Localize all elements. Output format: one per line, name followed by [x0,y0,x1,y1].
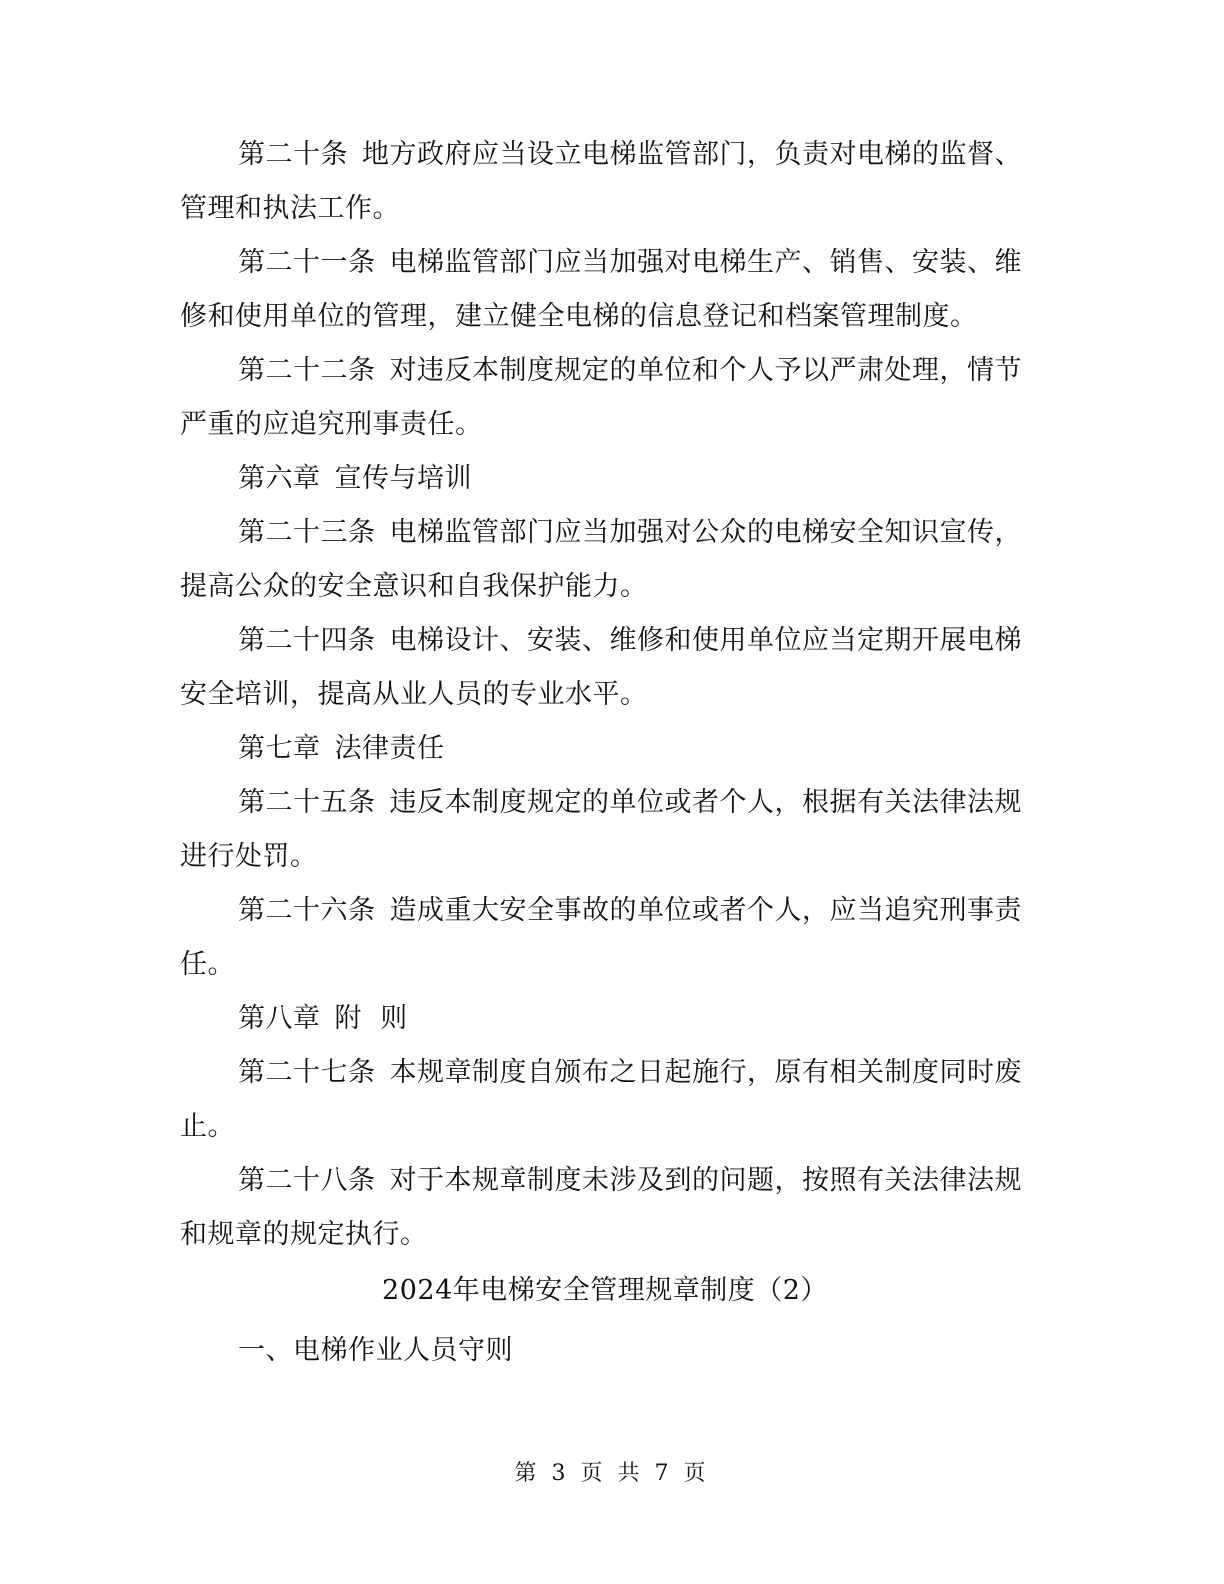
chapter-8-heading [180,992,1030,1046]
article-number: 第二十六条 [238,895,376,926]
article-26 [180,884,1030,992]
article-number: 第二十二条 [238,355,376,386]
article-number: 第二十四条 [238,625,376,656]
article-text: 本规章制度自颁布之日起施行，原有相关制度同时废止。 [180,1057,1022,1142]
article-text: 地方政府应当设立电梯监管部门，负责对电梯的监督、管理和执法工作。 [180,139,1022,224]
article-number: 第二十一条 [238,247,376,278]
article-number: 第二十八条 [238,1165,376,1196]
article-number: 第二十七条 [238,1057,376,1088]
section-heading: 一、电梯作业人员守则 [238,1335,513,1366]
chapter-6-heading [180,452,1030,506]
chapter-title: 附 则 [334,1003,408,1034]
article-text: 对于本规章制度未涉及到的问题，按照有关法律法规和规章的规定执行。 [180,1165,1022,1250]
article-number: 第二十三条 [238,517,376,548]
article-27 [180,1046,1030,1154]
document-page [180,128,1030,1378]
document-title: 2024年电梯安全管理规章制度（2） [382,1275,828,1306]
article-text: 电梯监管部门应当加强对公众的电梯安全知识宣传，提高公众的安全意识和自我保护能力。 [180,517,1022,602]
article-25 [180,776,1030,884]
article-text: 电梯监管部门应当加强对电梯生产、销售、安装、维修和使用单位的管理，建立健全电梯的信息登记和档案管理制度。 [180,247,1022,332]
chapter-7-heading [180,722,1030,776]
chapter-number: 第七章 [238,733,321,764]
article-20 [180,128,1030,236]
article-23 [180,506,1030,614]
chapter-title: 宣传与培训 [334,463,472,494]
page-footer: 第 3 页 共 7 页 [514,1461,710,1486]
article-text: 对违反本制度规定的单位和个人予以严肃处理，情节严重的应追究刑事责任。 [180,355,1022,440]
article-text: 造成重大安全事故的单位或者个人，应当追究刑事责任。 [180,895,1022,980]
article-24 [180,614,1030,722]
article-28 [180,1154,1030,1262]
article-number: 第二十五条 [238,787,376,818]
chapter-title: 法律责任 [334,733,445,764]
article-number: 第二十条 [238,139,348,170]
article-22 [180,344,1030,452]
chapter-number: 第八章 [238,1003,321,1034]
article-text: 违反本制度规定的单位或者个人，根据有关法律法规进行处罚。 [180,787,1022,872]
article-21 [180,236,1030,344]
chapter-number: 第六章 [238,463,321,494]
article-text: 电梯设计、安装、维修和使用单位应当定期开展电梯安全培训，提高从业人员的专业水平。 [180,625,1022,710]
